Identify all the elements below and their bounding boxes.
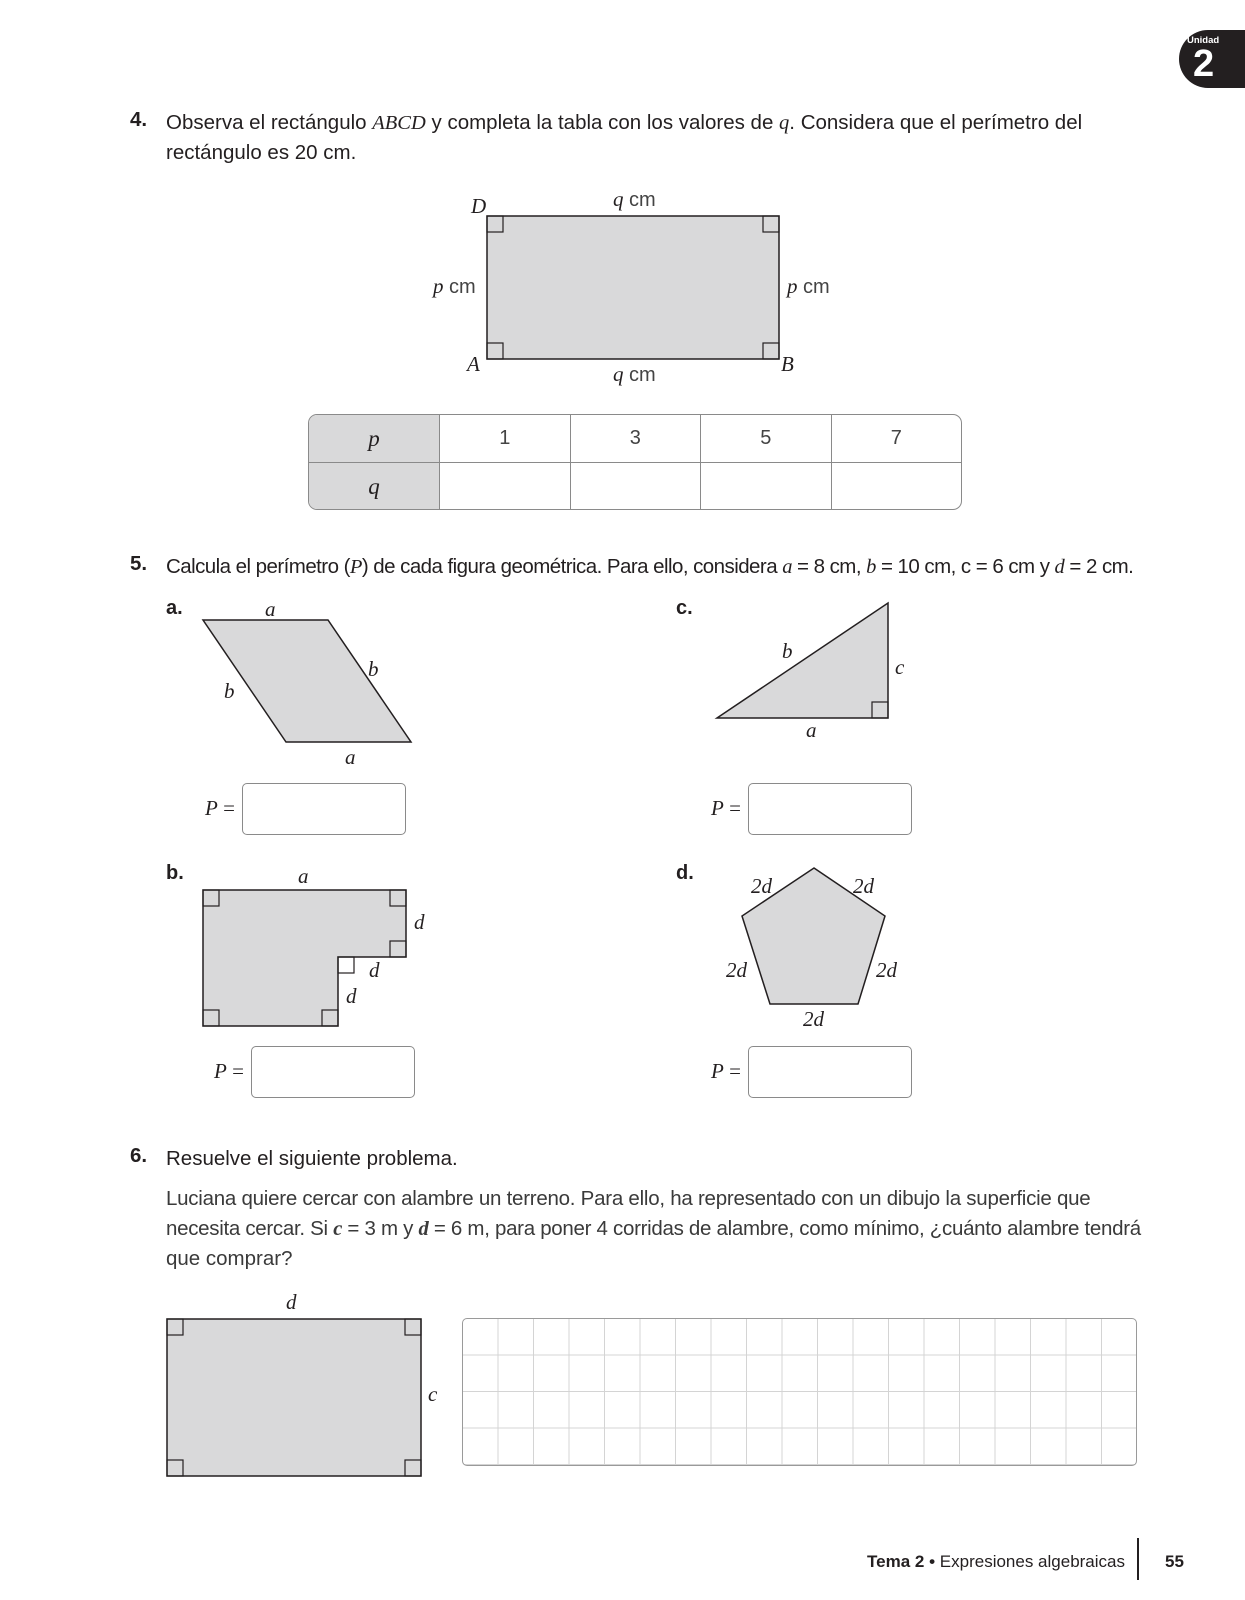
p-var: P [214,1059,227,1083]
pentagon-side-label [853,874,874,899]
p-eq-sign: = [217,796,235,820]
q6-line2-a: necesita cercar. Si [166,1217,334,1240]
right-triangle [717,603,888,718]
q5-text-d-var: d [1054,556,1065,578]
bottom-side-unit: cm [623,364,656,386]
pentagon-figure [600,860,1000,1020]
q5-text-e: = 8 cm, [791,555,867,578]
part-d-p-label [711,1059,741,1084]
right-angle-mark [338,957,354,973]
l-shape-figure [0,880,600,1040]
q6-number: 6. [130,1144,148,1167]
q6-line2-c: = 3 m y [342,1217,419,1240]
q4-text-q: q [779,112,790,134]
part-d-answer-box[interactable] [748,1046,912,1098]
lshape-inner-h-label: d [369,958,380,982]
footer-separator: • [924,1552,940,1571]
table-row-q [309,462,961,510]
q5-text-a-var: a [782,556,792,578]
pentagon-side-label [876,958,897,983]
right-side-unit: cm [797,276,830,298]
q6-line2-e: = 6 m, para poner 4 corridas de alambre, como mínimo, ¿cuánto alambre tendrá [428,1217,1141,1240]
side-coef: 2 [876,958,887,982]
q5-text-b-var: b [866,556,876,578]
lshape-inner-v-label: d [346,984,357,1008]
para-right-label: b [368,657,379,681]
part-c-p-label [711,796,741,821]
unit-badge-label: Unidad [1187,35,1220,46]
p-value-cell: 3 [570,415,701,462]
q5-text-p: P [349,556,362,578]
part-c-answer-box[interactable] [748,783,912,835]
q6-c-var: c [333,1218,343,1240]
work-grid[interactable] [462,1318,1137,1466]
triangle-figure [600,590,1000,730]
pentagon-side-label [751,874,772,899]
footer-topic [867,1552,1125,1572]
terrain-right-label: c [428,1382,438,1406]
para-top-label: a [265,597,276,621]
part-b-p-label [214,1059,244,1084]
p-var: P [205,796,218,820]
footer-topic-name: Expresiones algebraicas [939,1552,1125,1571]
table-row-p [309,415,961,462]
page-number: 55 [1165,1552,1184,1571]
q-answer-cell[interactable] [440,463,570,510]
side-coef: 2 [751,874,762,898]
q5-text-a: Calcula el perímetro ( [166,555,350,578]
q-answer-cell[interactable] [570,463,701,510]
tri-side-label: c [895,655,905,679]
terrain-rectangle [167,1319,421,1476]
footer-divider [1137,1538,1139,1580]
q6-title: Resuelve el siguiente problema. [166,1147,458,1170]
top-side-var: q [613,187,624,211]
part-a-letter: a. [166,597,183,619]
side-coef: 2 [853,874,864,898]
vertex-d-label: D [471,194,487,218]
q5-text-g: = 10 cm, c = 6 cm y [875,555,1055,578]
pq-table [308,414,962,510]
q5-text-i: = 2 cm. [1064,555,1134,578]
q4-number: 4. [130,108,148,131]
tri-base-label: a [806,718,817,742]
footer-topic-bold: Tema 2 [867,1552,925,1571]
side-var: d [761,874,772,898]
pentagon-side-label [726,958,747,983]
terrain-figure [0,1310,460,1480]
left-side-label [433,274,476,299]
p-eq-sign: = [723,796,741,820]
part-b-answer-box[interactable] [251,1046,415,1098]
right-side-label [787,274,830,299]
q5-number: 5. [130,552,148,575]
tri-hyp-label: b [782,639,793,663]
bottom-side-var: q [613,362,624,386]
side-coef: 2 [726,958,737,982]
side-var: d [886,958,897,982]
part-a-answer-box[interactable] [242,783,406,835]
side-coef: 2 [803,1007,814,1031]
part-a-p-label [205,796,235,821]
side-var: d [813,1007,824,1031]
q6-line1: Luciana quiere cercar con alambre un terreno. Para ello, ha representado con un dibujo la superficie que [166,1187,1091,1210]
p-eq-sign: = [226,1059,244,1083]
parallelogram-figure [0,600,600,760]
p-value-cell: 7 [831,415,962,462]
p-var: P [711,796,724,820]
terrain-top-label: d [286,1290,297,1314]
side-var: d [736,958,747,982]
rectangle-abcd [487,216,779,359]
q6-line2 [166,1214,1141,1244]
part-d-letter: d. [676,862,694,884]
pentagon-side-label [803,1007,824,1032]
q4-text-e: . Considera que el perímetro del [789,111,1083,134]
q4-text-c: y completa la tabla con los valores de [425,111,780,134]
para-bottom-label: a [345,745,356,769]
side-var: d [863,874,874,898]
q6-line3: que comprar? [166,1247,293,1270]
right-side-var: p [787,274,798,298]
part-b-letter: b. [166,862,184,884]
p-var: P [711,1059,724,1083]
para-left-label: b [224,679,235,703]
top-side-label [613,187,656,212]
lshape-top-label: a [298,864,309,888]
bottom-side-label [613,362,656,387]
q-answer-cell[interactable] [831,463,962,510]
q6-d-var: d [418,1218,429,1240]
left-side-var: p [433,274,444,298]
p-eq-sign: = [723,1059,741,1083]
row-header-p: p [309,415,440,462]
p-value-cell: 1 [499,427,511,449]
q4-text-abcd: ABCD [372,112,426,134]
q5-text [166,552,1146,582]
top-side-unit: cm [623,189,656,211]
q-answer-cell[interactable] [700,463,831,510]
vertex-b-label: B [781,352,794,376]
unit-badge-number: 2 [1193,43,1215,85]
q4-text-a: Observa el rectángulo [166,111,373,134]
row-header-q: q [309,463,440,510]
vertex-a-label: A [467,352,480,376]
left-side-unit: cm [443,276,476,298]
part-c-letter: c. [676,597,693,619]
lshape-right-label: d [414,910,425,934]
p-value-cell: 5 [700,415,831,462]
q4-text-line2: rectángulo es 20 cm. [166,141,357,164]
q5-text-c: ) de cada figura geométrica. Para ello, considera [361,555,783,578]
